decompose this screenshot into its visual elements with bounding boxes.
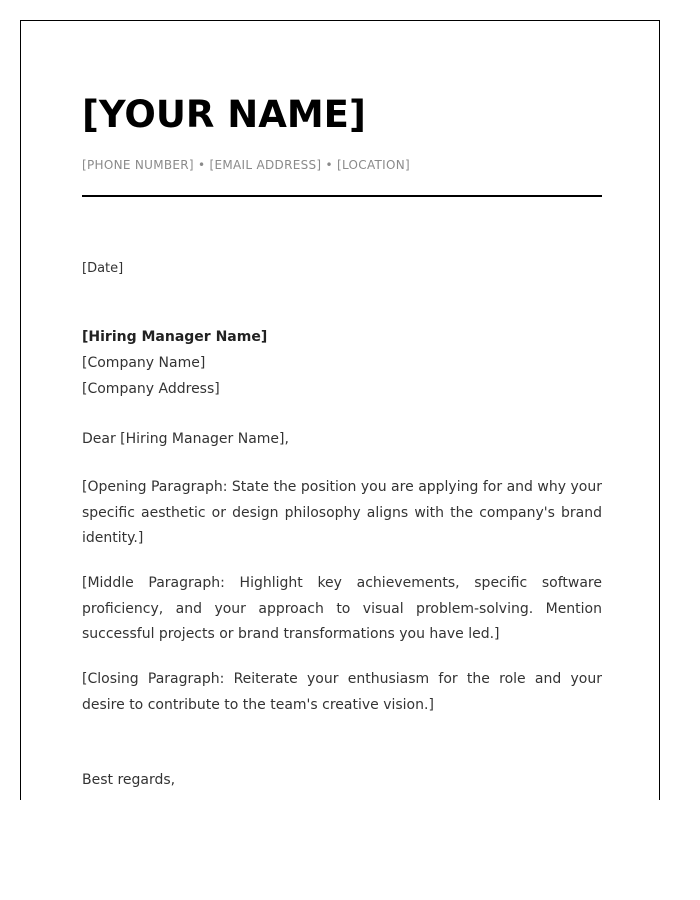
recipient-block	[82, 324, 267, 402]
salutation: Dear [Hiring Manager Name],	[82, 431, 289, 447]
middle-paragraph: [Middle Paragraph: Highlight key achievements, specific software proficiency, and your approach to visual problem-solving. Mention successful projects or brand transformations you have led.]	[82, 575, 602, 642]
closing-paragraph: [Closing Paragraph: Reiterate your enthusiasm for the role and your desire to contribute to the team's creative vision.]	[82, 671, 602, 713]
hiring-manager-name: [Hiring Manager Name]	[82, 329, 268, 345]
letter-date: [Date]	[82, 261, 124, 276]
header-divider	[82, 195, 602, 197]
sign-off: Best regards,	[82, 772, 176, 788]
applicant-name: [YOUR NAME]	[82, 93, 366, 136]
opening-paragraph: [Opening Paragraph: State the position you are applying for and why your specific aesthetic or design philosophy aligns with the company's brand identity.]	[82, 479, 602, 546]
letter-page	[20, 20, 660, 800]
contact-line: [PHONE NUMBER] • [EMAIL ADDRESS] • [LOCATION]	[82, 158, 411, 172]
company-name: [Company Name]	[82, 355, 206, 371]
company-address: [Company Address]	[82, 381, 220, 397]
